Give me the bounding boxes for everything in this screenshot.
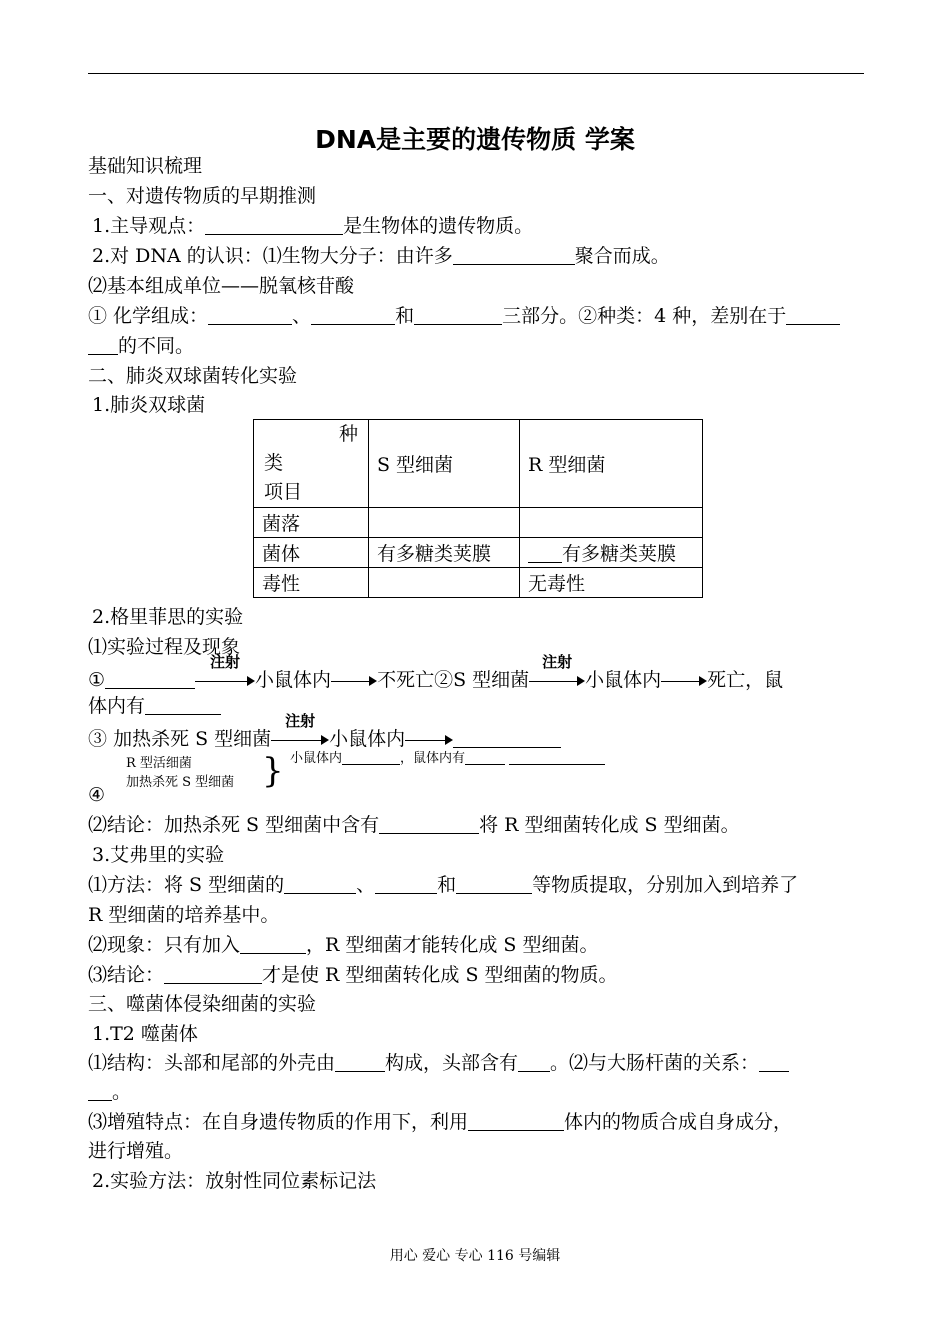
text: 加热杀死 S 型细菌 (113, 728, 272, 750)
section-1-heading: 一、对遗传物质的早期推测 (88, 185, 317, 207)
blank[interactable] (342, 751, 400, 765)
text: ⑵结论：加热杀死 S 型细菌中含有 (88, 814, 380, 836)
arrow-icon (661, 671, 707, 691)
text: 等物质提取，分别加入到培养了 (532, 874, 799, 896)
text: 。⑵与大肠杆菌的关系： (550, 1052, 760, 1074)
table-row (254, 538, 703, 568)
s1-line-3: ⑵基本组成单位——脱氧核苷酸 (88, 275, 355, 297)
s2-sub-1: 1.肺炎双球菌 (92, 394, 206, 416)
text: 的不同。 (118, 335, 195, 357)
avery-phenomenon (88, 932, 598, 958)
text: 体内有 (88, 695, 146, 717)
inject-label: 注射 (285, 712, 316, 730)
table-row (254, 568, 703, 598)
inject-label: 注射 (542, 653, 573, 671)
text: 和 (437, 874, 457, 896)
experiment-line-1b (88, 693, 221, 719)
row-label: 菌落 (254, 508, 369, 538)
blank[interactable] (205, 215, 343, 235)
text: 种 (338, 423, 358, 445)
blank[interactable] (468, 1111, 564, 1131)
blank[interactable] (105, 669, 195, 689)
inject-arrow-icon (271, 712, 329, 750)
exp4-number: ④ (88, 784, 106, 806)
avery-conclusion (88, 962, 618, 988)
blank[interactable] (88, 1081, 112, 1101)
blank[interactable] (284, 874, 356, 894)
text: ⑴结构：头部和尾部的外壳由 (88, 1052, 336, 1074)
text: ⑶增殖特点：在自身遗传物质的作用下，利用 (88, 1111, 469, 1133)
text: 小鼠体内 (255, 669, 332, 691)
text: 聚合而成。 (574, 245, 670, 267)
inject-label: 注射 (210, 653, 241, 671)
blank[interactable] (509, 751, 605, 765)
cell (520, 538, 703, 568)
text: 将 R 型细菌转化成 S 型细菌。 (479, 814, 740, 836)
s2-process: ⑴实验过程及现象 (88, 636, 241, 658)
avery-method (88, 872, 798, 898)
text: ⑶结论： (88, 964, 165, 986)
blank[interactable] (379, 814, 479, 834)
inject-arrow-icon (529, 653, 585, 691)
s2-sub-2: 2.格里菲思的实验 (92, 606, 244, 628)
table-header-row (254, 420, 703, 508)
blank[interactable] (786, 305, 840, 325)
row-label: 菌体 (254, 538, 369, 568)
cell: 有多糖类荚膜 (369, 538, 520, 568)
cell[interactable] (369, 568, 520, 598)
text: 、 (356, 874, 376, 896)
blank[interactable] (465, 751, 505, 765)
s1-line-2 (92, 243, 670, 269)
page-title: DNA是主要的遗传物质 学案 (315, 125, 635, 154)
page-footer: 用心 爱心 专心 116 号编辑 (389, 1248, 561, 1264)
text: ，鼠体内有 (400, 751, 466, 766)
text: S 型细菌 (453, 669, 530, 691)
experiment-line-3 (88, 712, 561, 752)
text: 小鼠体内 (290, 751, 343, 766)
phage-reproduction (88, 1109, 792, 1135)
cell[interactable] (520, 508, 703, 538)
text: 不死亡 (377, 669, 435, 691)
text: 1.主导观点： (92, 215, 206, 237)
text: ⑵现象：只有加入 (88, 934, 241, 956)
blank[interactable] (164, 964, 262, 984)
table-row (254, 508, 703, 538)
text: 三部分。②种类：4 种，差别在于 (502, 305, 787, 327)
exp4-heat-killed-s: 加热杀死 S 型细菌 (126, 775, 235, 790)
arrow-icon (405, 730, 453, 750)
header-rule (88, 73, 864, 74)
blank[interactable] (453, 245, 575, 265)
s1-line-4 (88, 303, 840, 329)
text: 2.对 DNA 的认识：⑴生物大分子：由许多 (92, 245, 453, 267)
text: 构成，头部含有 (385, 1052, 519, 1074)
s2-conclusion (88, 812, 740, 838)
blank[interactable] (208, 305, 292, 325)
text: 类 (264, 452, 284, 474)
text: 项目 (264, 481, 303, 503)
s1-line-5 (88, 333, 194, 359)
text: 体内的物质合成自身成分， (564, 1111, 793, 1133)
text: ② (434, 669, 454, 691)
s2-sub-3: 3.艾弗里的实验 (92, 844, 225, 866)
text: ，R 型细菌才能转化成 S 型细菌。 (306, 934, 599, 956)
brace-icon: } (262, 751, 284, 791)
blank[interactable] (240, 934, 306, 954)
blank[interactable] (453, 728, 561, 748)
col-header-r: R 型细菌 (520, 420, 703, 508)
cell: 无毒性 (520, 568, 703, 598)
arrow-icon (331, 671, 377, 691)
blank[interactable] (759, 1052, 789, 1072)
blank[interactable] (145, 695, 221, 715)
section-2-heading: 二、肺炎双球菌转化实验 (88, 365, 298, 387)
text: 才是使 R 型细菌转化成 S 型细菌的物质。 (262, 964, 618, 986)
bacteria-table (253, 419, 703, 598)
text: 和 (395, 305, 415, 327)
text: 小鼠体内 (329, 728, 406, 750)
text: ⑴方法：将 S 型细菌的 (88, 874, 285, 896)
col-header-s: S 型细菌 (369, 420, 520, 508)
phage-structure (88, 1050, 789, 1076)
section-3-heading: 三、噬菌体侵染细菌的实验 (88, 993, 317, 1015)
text: 是生物体的遗传物质。 (343, 215, 534, 237)
cell[interactable] (369, 508, 520, 538)
experiment-line-1 (88, 653, 784, 693)
phage-reproduction-2: 进行增殖。 (88, 1140, 184, 1162)
inject-arrow-icon (195, 653, 255, 691)
blank[interactable] (528, 543, 562, 563)
blank[interactable] (88, 335, 118, 355)
blank[interactable] (518, 1052, 550, 1072)
blank[interactable] (311, 305, 395, 325)
text: 有多糖类荚膜 (562, 543, 677, 565)
s1-line-1 (92, 213, 533, 239)
blank[interactable] (456, 874, 532, 894)
s3-sub-2: 2.实验方法：放射性同位素标记法 (92, 1170, 377, 1192)
text: 、 (292, 305, 312, 327)
text: ③ (88, 728, 108, 750)
text: ① 化学组成： (88, 305, 209, 327)
text: ① (88, 669, 106, 691)
text: 。 (112, 1081, 132, 1103)
exp4-r-live: R 型活细菌 (126, 756, 192, 771)
blank[interactable] (375, 874, 437, 894)
blank[interactable] (414, 305, 502, 325)
phage-relation (88, 1079, 131, 1105)
s3-sub-1: 1.T2 噬菌体 (92, 1023, 198, 1045)
blank[interactable] (335, 1052, 385, 1072)
text: 小鼠体内 (585, 669, 662, 691)
avery-method-2: R 型细菌的培养基中。 (88, 904, 280, 926)
exp4-result (290, 751, 605, 767)
section-basic: 基础知识梳理 (88, 155, 203, 177)
table-corner-cell (254, 420, 369, 508)
row-label: 毒性 (254, 568, 369, 598)
text: 死亡，鼠 (707, 669, 784, 691)
